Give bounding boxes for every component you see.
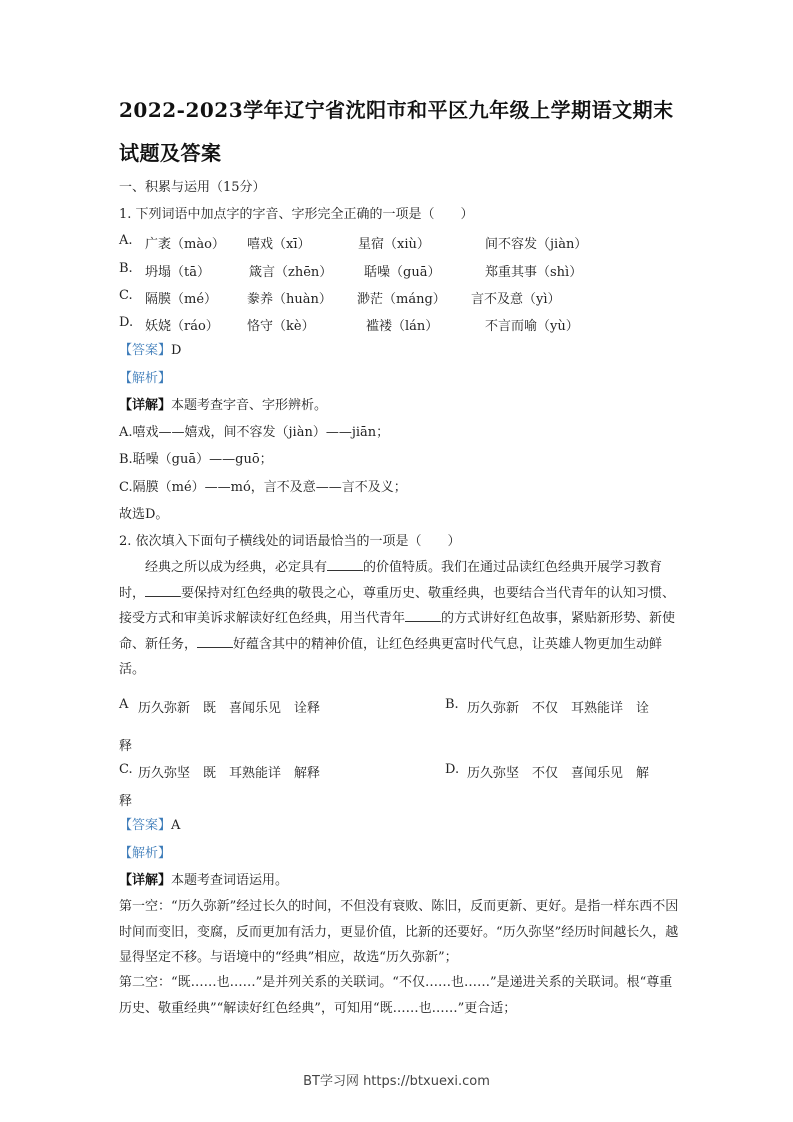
answer-value: A [171,818,181,833]
q2-analysis-tag: 【解析】 [119,846,172,861]
q1-detail: 【详解】本题考查字音、字形辨析。 [119,398,328,413]
detail-tag: 【详解】 [119,873,172,888]
section-heading: 一、积累与运用（15分） [119,180,266,195]
q1-answer [119,342,181,360]
blank-2 [145,584,181,597]
q2-stem: 2. 依次填入下面句子横线处的词语最恰当的一项是（ ） [119,534,461,549]
q1-explain-b: B.聒噪（guā）——guō； [119,452,273,467]
q1-analysis-tag: 【解析】 [119,371,172,386]
answer-value: D [171,343,182,358]
q2-explain-2: 第二空：“既……也……”是并列关系的关联词。“不仅……也……”是递进关系的关联词。根“尊重历史、敬重经典”“解读好红色经典”，可知用“既……也……”更合适； [119,975,673,1016]
q2-passage: 经典之所以成为经典，必定具有 的价值特质。我们在通过品读红色经典开展学习教育时， 要保持对红色经典的敬畏之心，尊重历史、敬重经典，也要结合当代青年的认知习惯、接受方式和审美诉求解读好红色经典，用当代青年 的方式讲好红色故事，紧贴新形势、新使命、新任务， 好蕴含其中的精神价值，让红色经典更富时代气息，让英雄人物更加生动鲜活。 [119,560,676,677]
document-page: 2022-2023学年辽宁省沈阳市和平区九年级上学期语文期末 试题及答案 一、积累与运用（15分） 1. 下列词语中加点字的字音、字形完全正确的一项是（ ） A. 广袤（mào） 嘻戏（xī） 星宿（xiù） 间不容发（jiàn） B. 坍塌（tā） 箴言（zhēn） 聒噪（guā） 郑重其事（shì） C. 隔膜（mé） 豢养（huàn） 渺茫（máng） 言不及意（yì） D. 妖娆（ráo） 恪守（kè） 褴褛（lán） 不言而喻（yù） 【答案】D 【解析】 【详解】本题考查字音、字形辨析。 A.嘻戏——嬉戏，间不容发（jiàn）——jiān； B.聒噪（guā）——guō； C.隔膜（mé）——mó，言不及意——言不及义； 故选D。 2. 依次填入下面句子横线处的词语最恰当的一项是（ ） 经典之所以成为经典，必定具有 的价值特质。我们在通过品读红色经典开展学习教育时， 要保持对红色经典的敬畏之心，尊重历史、敬重经典，也要结合当代青年的认知习惯、接受方式和审美诉求解读好红色经典，用当代青年 的方式讲好红色故事，紧贴新形势、新使命、新任务， 好蕴含其中的精神价值，让红色经典更富时代气息，让英雄人物更加生动鲜活。 A 历久弥新 既 喜闻乐见 诠释 B. 历久弥新 不仅 耳熟能详 诠 释 C. 历久弥坚 既 耳熟能详 解释 D. 历久弥坚 不仅 喜闻乐见 解 释 【答案】A 【解析】 【详解】本题考查词语运用。 第一空：“历久弥新”经过长久的时间，不但没有衰败、陈旧，反而更新、更好。是指一样东西不因时间而变旧，变腐，反而更加有活力，更显价值，比新的还要好。“历久弥坚”经历时间越长久，越显得坚定不移。与语境中的“经典”相应，故选“历久弥新”； 第二空：“既……也……”是并列关系的关联词。“不仅……也……”是递进关系的关联词。根“尊重历史、敬重经典”“解读好红色经典”，可知用“既……也……”更合适； BT学习网 https://btxuexi.com [0,0,793,1122]
blank-3 [405,609,441,622]
blank-4 [197,635,233,648]
answer-tag: 【答案】 [119,818,172,833]
site-footer: BT学习网 https://btxuexi.com [303,1074,490,1089]
q1-explain-c: C.隔膜（mé）——mó，言不及意——言不及义； [119,480,407,495]
q2-answer [119,817,180,835]
document-title-line1: 2022-2023学年辽宁省沈阳市和平区九年级上学期语文期末 [119,98,674,122]
q1-stem: 1. 下列词语中加点字的字音、字形完全正确的一项是（ ） [119,207,474,222]
q2-explain-1: 第一空：“历久弥新”经过长久的时间，不但没有衰败、陈旧，反而更新、更好。是指一样东西不因时间而变旧，变腐，反而更加有活力，更显价值，比新的还要好。“历久弥坚”经历时间越长久，越显得坚定不移。与语境中的“经典”相应，故选“历久弥新”； [119,899,679,965]
answer-tag: 【答案】 [119,343,172,358]
q2-detail: 【详解】本题考查词语运用。 [119,873,289,888]
detail-tag: 【详解】 [119,398,172,413]
q1-explain-a: A.嘻戏——嬉戏，间不容发（jiàn）——jiān； [119,425,390,440]
q1-conclusion: 故选D。 [119,507,169,522]
blank-1 [327,558,363,571]
document-title-line2: 试题及答案 [119,141,222,165]
